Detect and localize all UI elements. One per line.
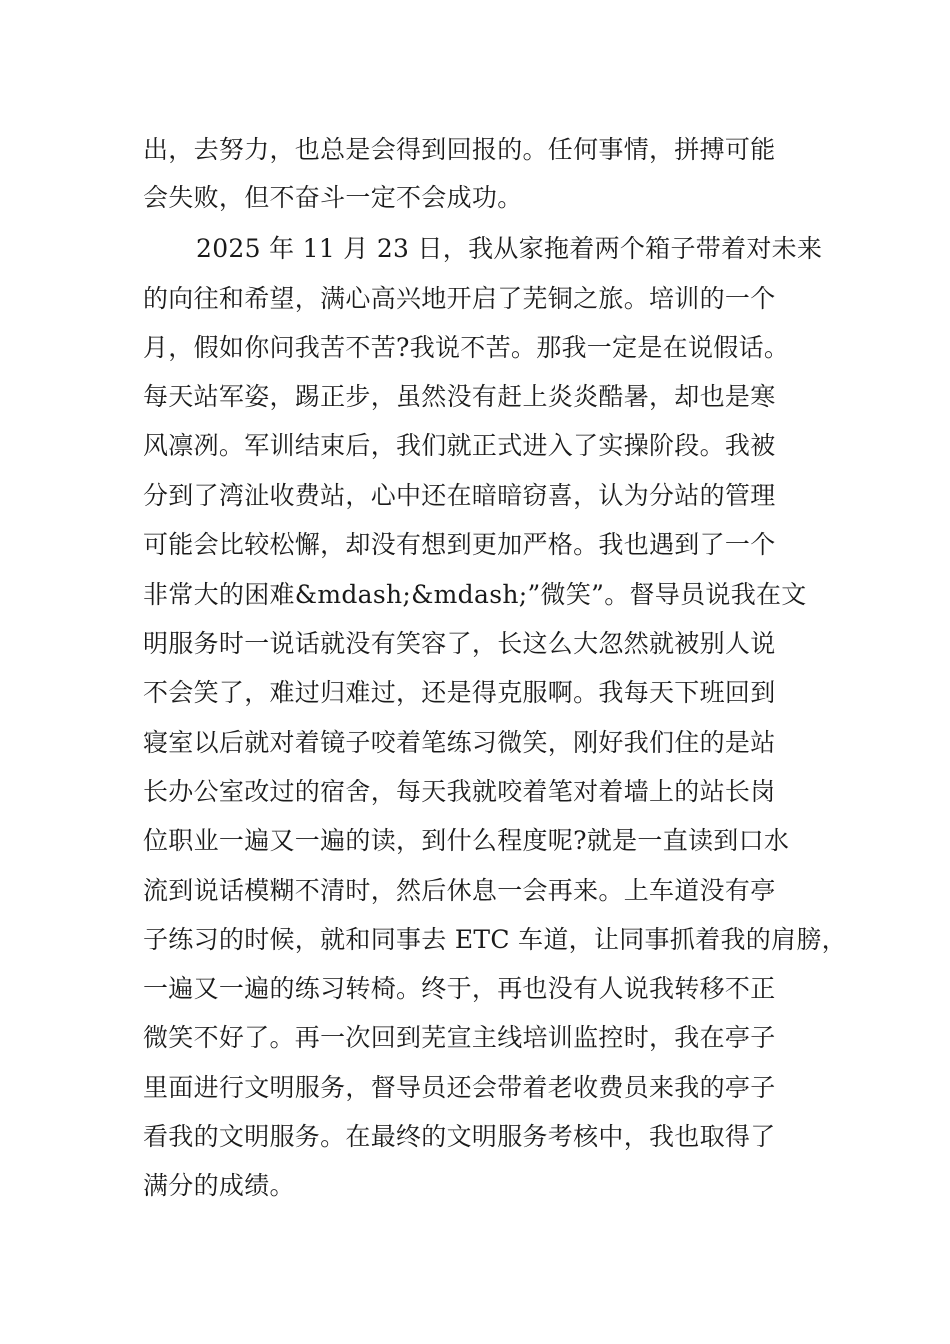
text-line: 的向往和希望，满心高兴地开启了芜铜之旅。培训的一个 bbox=[143, 284, 776, 313]
text-line: 会失败，但不奋斗一定不会成功。 bbox=[143, 183, 523, 212]
text-line: 分到了湾沚收费站，心中还在暗暗窃喜，认为分站的管理 bbox=[143, 481, 776, 510]
text-line: 风凛冽。军训结束后，我们就正式进入了实操阶段。我被 bbox=[143, 431, 776, 460]
text-line: 位职业一遍又一遍的读，到什么程度呢?就是一直读到口水 bbox=[143, 826, 790, 855]
text-line: 长办公室改过的宿舍，每天我就咬着笔对着墙上的站长岗 bbox=[143, 777, 776, 806]
text-line: 一遍又一遍的练习转椅。终于，再也没有人说我转移不正 bbox=[143, 974, 776, 1003]
text-line: 微笑不好了。再一次回到芜宣主线培训监控时，我在亭子 bbox=[143, 1023, 776, 1052]
text-line: 寝室以后就对着镜子咬着笔练习微笑，刚好我们住的是站 bbox=[143, 728, 776, 757]
text-line: 里面进行文明服务，督导员还会带着老收费员来我的亭子 bbox=[143, 1073, 776, 1102]
text-line: 月，假如你问我苦不苦?我说不苦。那我一定是在说假话。 bbox=[143, 333, 790, 362]
paragraph-start-line: 2025 年 11 月 23 日，我从家拖着两个箱子带着对未来 bbox=[196, 234, 823, 263]
text-line: 满分的成绩。 bbox=[143, 1171, 295, 1200]
text-line: 子练习的时候，就和同事去 ETC 车道，让同事抓着我的肩膀， bbox=[143, 925, 847, 954]
text-line: 可能会比较松懈，却没有想到更加严格。我也遇到了一个 bbox=[143, 530, 776, 559]
text-line: 出，去努力，也总是会得到回报的。任何事情，拼搏可能 bbox=[143, 135, 776, 164]
text-line: 看我的文明服务。在最终的文明服务考核中，我也取得了 bbox=[143, 1122, 776, 1151]
text-line: 不会笑了，难过归难过，还是得克服啊。我每天下班回到 bbox=[143, 678, 776, 707]
text-line: 流到说话模糊不清时，然后休息一会再来。上车道没有亭 bbox=[143, 876, 776, 905]
text-line: 明服务时一说话就没有笑容了，长这么大忽然就被别人说 bbox=[143, 629, 776, 658]
text-line: 非常大的困难&mdash;&mdash;”微笑”。督导员说我在文 bbox=[143, 580, 807, 609]
text-line: 每天站军姿，踢正步，虽然没有赶上炎炎酷暑，却也是寒 bbox=[143, 382, 776, 411]
